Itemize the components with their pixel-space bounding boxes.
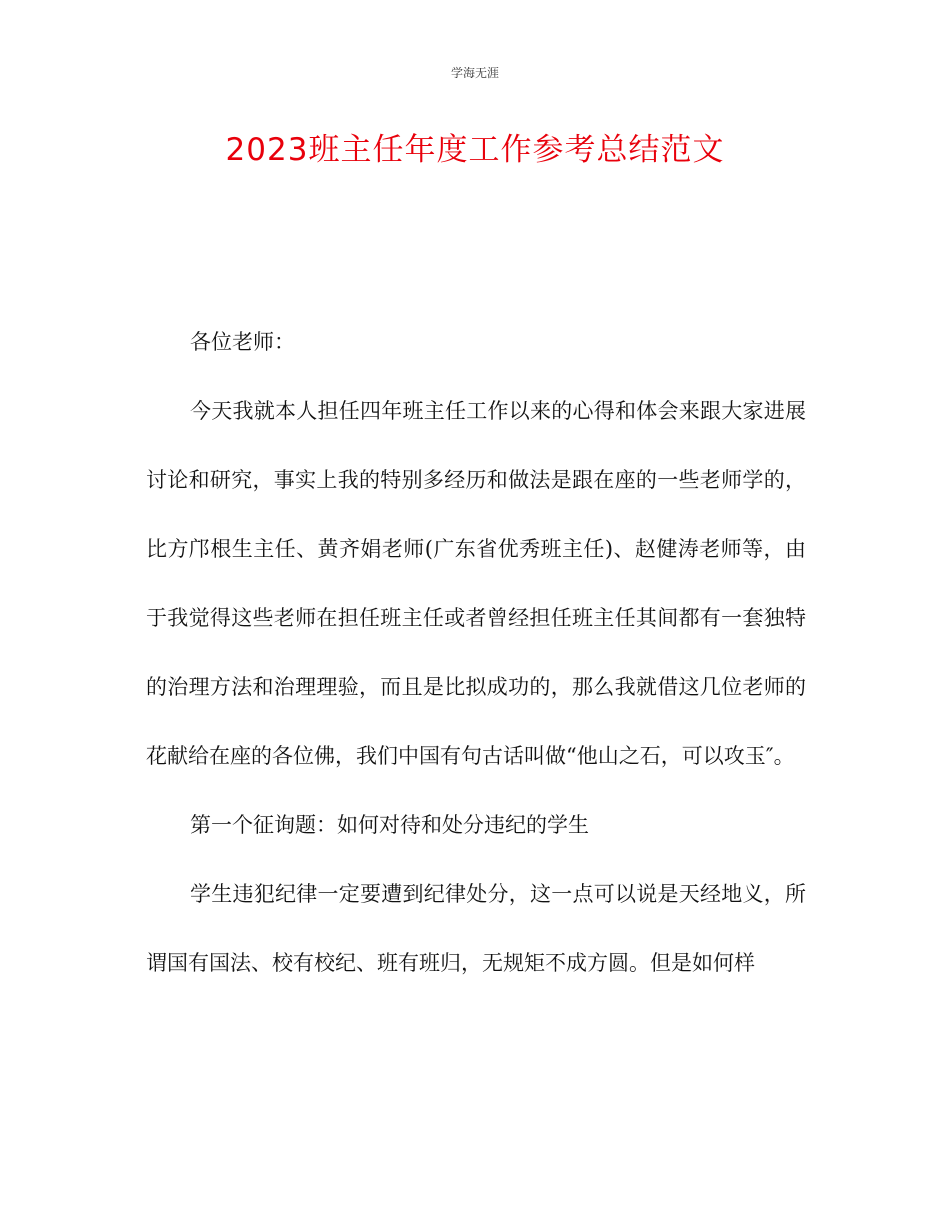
section-heading-paragraph: 第一个征询题：如何对待和处分违纪的学生 [190, 813, 589, 837]
intro-paragraph: 今天我就本人担任四年班主任工作以来的心得和体会来跟大家进展讨论和研究，事实上我的特别多经历和做法是跟在座的一些老师学的，比方邝根生主任、黄齐娟老师(广东省优秀班主任)、赵健涛老师等，由于我觉得这些老师在担任班主任或者曾经担任班主任其间都有一套独特的治理方法和治理理验，而且是比拟成功的，那么我就借这几位老师的花献给在座的各位佛，我们中国有句古话叫做“他山之石，可以攻玉″。 [146, 399, 806, 768]
salutation-paragraph: 各位老师： [190, 330, 295, 354]
page-header: 学海无涯 [450, 66, 499, 80]
document-body [146, 308, 806, 998]
document-title: 2023班主任年度工作参考总结范文 [225, 132, 725, 168]
discipline-paragraph: 学生违犯纪律一定要遭到纪律处分，这一点可以说是天经地义，所谓国有国法、校有校纪、班有班归，无规矩不成方圆。但是如何样 [146, 882, 806, 975]
